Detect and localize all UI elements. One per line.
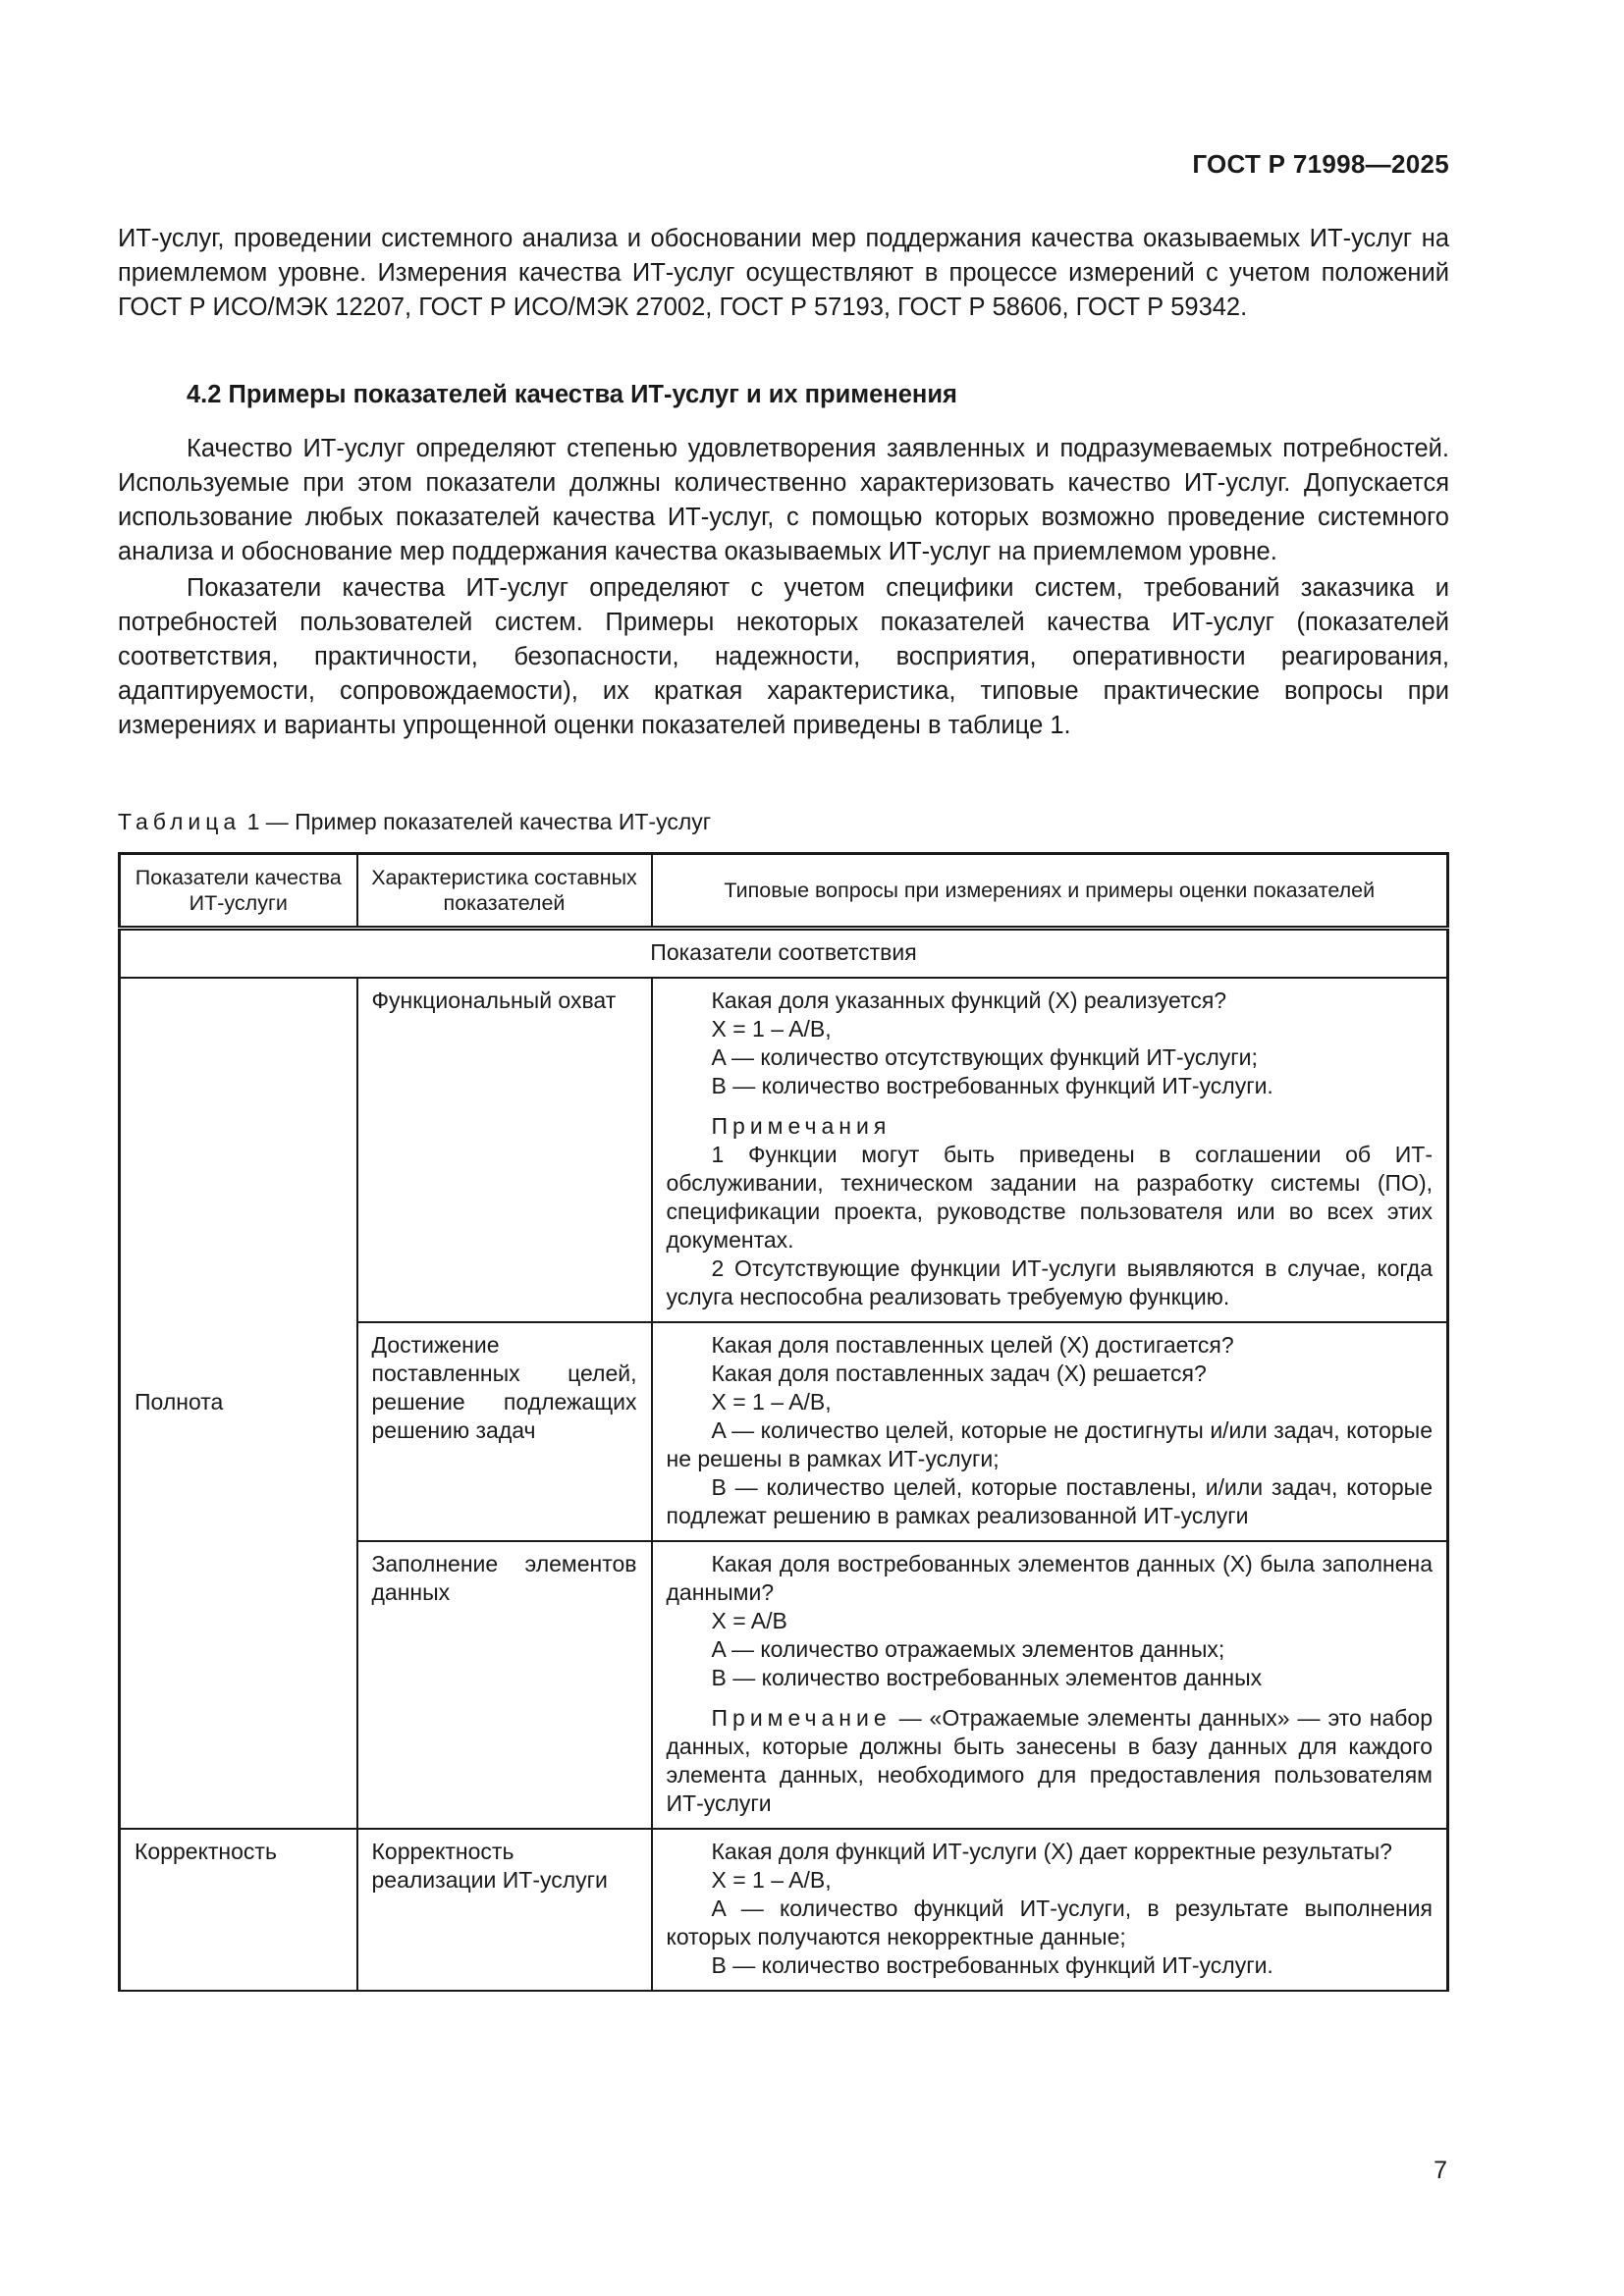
questions-cell: [652, 978, 1448, 1322]
characteristic-cell: Функциональный охват: [357, 978, 652, 1322]
table-header-row: [120, 854, 1448, 929]
header-characteristic: Характеристика составных показателей: [357, 854, 652, 929]
section-heading: 4.2 Примеры показателей качества ИТ-услуг и их применения: [187, 381, 957, 408]
questions-cell: [652, 1541, 1448, 1829]
definition-line: B — количество востребованных функций ИТ-услуги.: [711, 1952, 1273, 1978]
note-title: Примечания: [711, 1113, 892, 1139]
formula-line: X = A/B: [711, 1608, 787, 1633]
intro-paragraph: [118, 222, 1449, 325]
definition-line: A — количество отсутствующих функций ИТ-услуги;: [711, 1044, 1258, 1070]
question-line: Какая доля поставленных целей (X) достигается?: [711, 1332, 1234, 1358]
characteristic-cell: Корректность реализации ИТ-услуги: [357, 1829, 652, 1991]
question-line: Какая доля востребованных элементов данных (X) была заполнена данными?: [666, 1551, 1433, 1605]
header-indicator: Показатели качества ИТ-услуги: [120, 854, 357, 929]
definition-line: B — количество востребованных элементов данных: [711, 1665, 1263, 1690]
note-line: 2 Отсутствующие функции ИТ-услуги выявляются в случае, когда услуга неспособна реализовать требуемую функцию.: [666, 1255, 1433, 1309]
note-label: Примечание: [711, 1705, 892, 1731]
paragraph: Показатели качества ИТ-услуг определяют с учетом специфики систем, требований заказчика и потребностей пользователей систем. Примеры некоторых показателей качества ИТ-услуг (показателей соответствия, практичности, безопасности, надежности, восприятия, оперативности реагирования, адаптируемости, сопровождаемости), их краткая характеристика, типовые практические вопросы при измерениях и варианты упрощенной оценки показателей приведены в таблице 1.: [118, 574, 1449, 739]
definition-line: B — количество целей, которые поставлены, и/или задач, которые подлежат решению в рамках реализованной ИТ-услуги: [666, 1474, 1433, 1528]
definition-line: A — количество функций ИТ-услуги, в результате выполнения которых получаются некорректные данные;: [666, 1896, 1433, 1949]
note: [667, 1704, 1434, 1818]
characteristic-cell: Заполнение элементов данных: [357, 1541, 652, 1829]
quality-indicators-table: [118, 852, 1449, 1992]
formula-line: X = 1 – A/B,: [711, 1867, 832, 1893]
note-line: 1 Функции могут быть приведены в соглашении об ИТ-обслуживании, техническом задании на разработку системы (ПО), спецификации проекта, руководстве пользователя или во всех этих документах.: [666, 1142, 1433, 1253]
table-caption-title: 1 — Пример показателей качества ИТ-услуг: [246, 809, 712, 834]
group-row: [120, 929, 1448, 979]
question-line: Какая доля поставленных задач (X) решается?: [711, 1361, 1207, 1386]
note-text: — «Отражаемые элементы данных» — это набор данных, которые должны быть занесены в базу данных для каждого элемента данных, необходимого для предоставления пользователям ИТ-услуги: [666, 1705, 1433, 1816]
page-number: 7: [1434, 2157, 1447, 2184]
characteristic-cell: Достижение поставленных целей, решение подлежащих решению задач: [357, 1322, 652, 1541]
indicator-cell: Корректность: [120, 1829, 357, 1991]
group-title: Показатели соответствия: [120, 929, 1448, 979]
indicator-cell: Полнота: [120, 978, 357, 1829]
table-caption-label: Таблица: [118, 809, 242, 834]
paragraph: Качество ИТ-услуг определяют степенью удовлетворения заявленных и подразумеваемых потребностей. Используемые при этом показатели должны количественно характеризовать качество ИТ-услуг. Допускается использование любых показателей качества ИТ-услуг, с помощью которых возможно проведение системного анализа и обоснование мер поддержания качества оказываемых ИТ-услуг на приемлемом уровне.: [118, 435, 1449, 565]
intro-text: ИТ-услуг, проведении системного анализа и обосновании мер поддержания качества оказываемых ИТ-услуг на приемлемом уровне. Измерения качества ИТ-услуг осуществляют в процессе измерений с учетом положений ГОСТ Р ИСО/МЭК 12207, ГОСТ Р ИСО/МЭК 27002, ГОСТ Р 57193, ГОСТ Р 58606, ГОСТ Р 59342.: [118, 225, 1449, 321]
questions-cell: [652, 1322, 1448, 1541]
document-code: ГОСТ Р 71998—2025: [1192, 149, 1449, 179]
header-questions: Типовые вопросы при измерениях и примеры оценки показателей: [652, 854, 1448, 929]
question-line: Какая доля указанных функций (X) реализуется?: [711, 988, 1227, 1013]
definition-line: A — количество целей, которые не достигнуты и/или задач, которые не решены в рамках ИТ-услуги;: [666, 1417, 1433, 1471]
questions-cell: [652, 1829, 1448, 1991]
table-row: [120, 978, 1448, 1322]
formula-line: X = 1 – A/B,: [711, 1389, 832, 1415]
table-row: [120, 1829, 1448, 1991]
formula-line: X = 1 – A/B,: [711, 1016, 832, 1041]
table-caption: [118, 809, 711, 835]
definition-line: A — количество отражаемых элементов данных;: [711, 1636, 1225, 1662]
question-line: Какая доля функций ИТ-услуги (X) дает корректные результаты?: [711, 1839, 1392, 1864]
section-body: [118, 432, 1449, 743]
definition-line: B — количество востребованных функций ИТ-услуги.: [711, 1073, 1273, 1098]
